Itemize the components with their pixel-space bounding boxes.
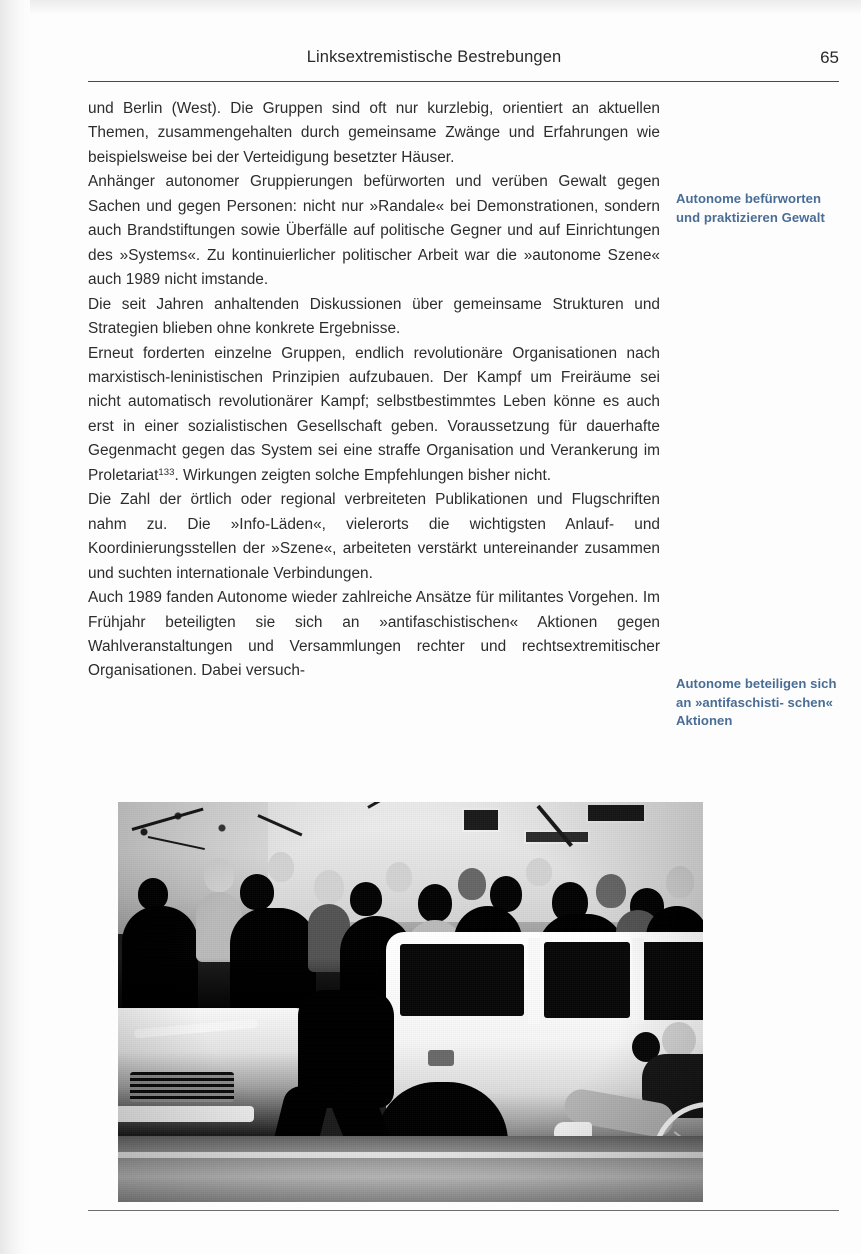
photo-person-head xyxy=(596,874,626,908)
photo-car-bumper xyxy=(118,1106,254,1122)
page-number: 65 xyxy=(820,48,839,67)
photo-street-ground xyxy=(118,1136,703,1202)
photo-person-head xyxy=(314,870,344,904)
photo-person-head xyxy=(386,862,412,892)
photo-person-head xyxy=(240,874,274,910)
photo-van-pillar xyxy=(528,938,540,1024)
paragraph-4-text-b: . Wirkungen zeigten solche Empfehlungen bisher nicht. xyxy=(174,466,552,484)
footnote-marker-133: 133 xyxy=(158,466,175,478)
photo-seated-head xyxy=(662,1022,696,1058)
photo-window xyxy=(588,805,644,821)
demonstration-photograph xyxy=(118,802,703,1202)
photo-van-window xyxy=(544,942,630,1018)
paragraph-3: Die seit Jahren anhaltenden Diskussionen über gemeinsame Strukturen und Strategien blieben ohne konkrete Ergebnisse. xyxy=(88,295,660,338)
photo-van-window xyxy=(642,942,703,1020)
photo-car-grille xyxy=(130,1072,234,1102)
photo-van-pillar xyxy=(632,938,644,1024)
header-rule xyxy=(88,81,839,82)
photograph-canvas xyxy=(118,802,703,1202)
paragraph-5: Die Zahl der örtlich oder regional verbreiteten Publikationen und Flugschriften nahm zu. Die »Info-Läden«, vielerorts die wichtigsten Anlauf- und Koordinierungsstellen der »Szene«, arbeiteten verstärkt untereinander zusammen und suchten internationale Verbindungen. xyxy=(88,491,660,582)
body-text-column xyxy=(88,97,660,684)
paragraph-2: Anhänger autonomer Gruppierungen befürworten und verüben Gewalt gegen Sachen und gegen Personen: nicht nur »Randale« bei Demonstrationen, sondern auch Brandstiftungen sowie Überfälle auf politische Gegner und auf Einrichtungen des »Systems«. Zu kontinuierlicher politischer Arbeit war die »autonome Szene« auch 1989 nicht imstande. xyxy=(88,173,660,289)
footer-rule xyxy=(88,1210,839,1211)
photo-person-head xyxy=(350,882,382,916)
photo-person-head xyxy=(458,868,486,900)
paragraph-4-text-a: Erneut forderten einzelne Gruppen, endlich revolutionäre Organisationen nach marxistisch-leninistischen Prinzipien aufzubauen. Der Kampf um Freiräume sei nicht automatisch revolutionärer Kampf; selbstbestimmtes Leben könne es auch erst in einer sozialistischen Gesellschaft geben. Voraussetzung für dauerhafte Gegenmacht gegen das System sei eine straffe Organisation und Verankerung im Proletariat xyxy=(88,344,660,484)
paragraph-6: Auch 1989 fanden Autonome wieder zahlreiche Ansätze für militantes Vorgehen. Im Frühjahr beteiligten sie sich an »antifaschistischen« Aktionen gegen Wahlveranstaltungen und Versammlungen rechter und rechtsextremitischer Organisationen. Dabei versuch- xyxy=(88,589,660,680)
photo-window xyxy=(464,810,498,830)
marginal-note-gewalt: Autonome befürworten und praktizieren Gewalt xyxy=(676,191,825,225)
photo-person-head xyxy=(418,884,452,922)
photo-window xyxy=(526,832,588,842)
scan-edge-left xyxy=(0,0,30,1254)
running-head xyxy=(88,48,839,72)
photo-person-head xyxy=(666,866,694,898)
photo-person-head xyxy=(204,858,234,892)
photo-person-head xyxy=(268,852,294,882)
running-head-title: Linksextremistische Bestrebungen xyxy=(306,48,562,66)
paragraph-1: und Berlin (West). Die Gruppen sind oft nur kurzlebig, orientiert an aktuellen Themen, zusammengehalten durch gemeinsame Zwänge und Erfahrungen wie beispielsweise bei der Verteidigung besetzter Häuser. xyxy=(88,100,660,166)
photo-curb-line xyxy=(118,1152,703,1158)
marginal-note-antifa: Autonome beteiligen sich an »antifaschisti- schen« Aktionen xyxy=(676,676,837,729)
paragraph-4 xyxy=(88,342,660,489)
photo-person-head xyxy=(526,858,552,886)
